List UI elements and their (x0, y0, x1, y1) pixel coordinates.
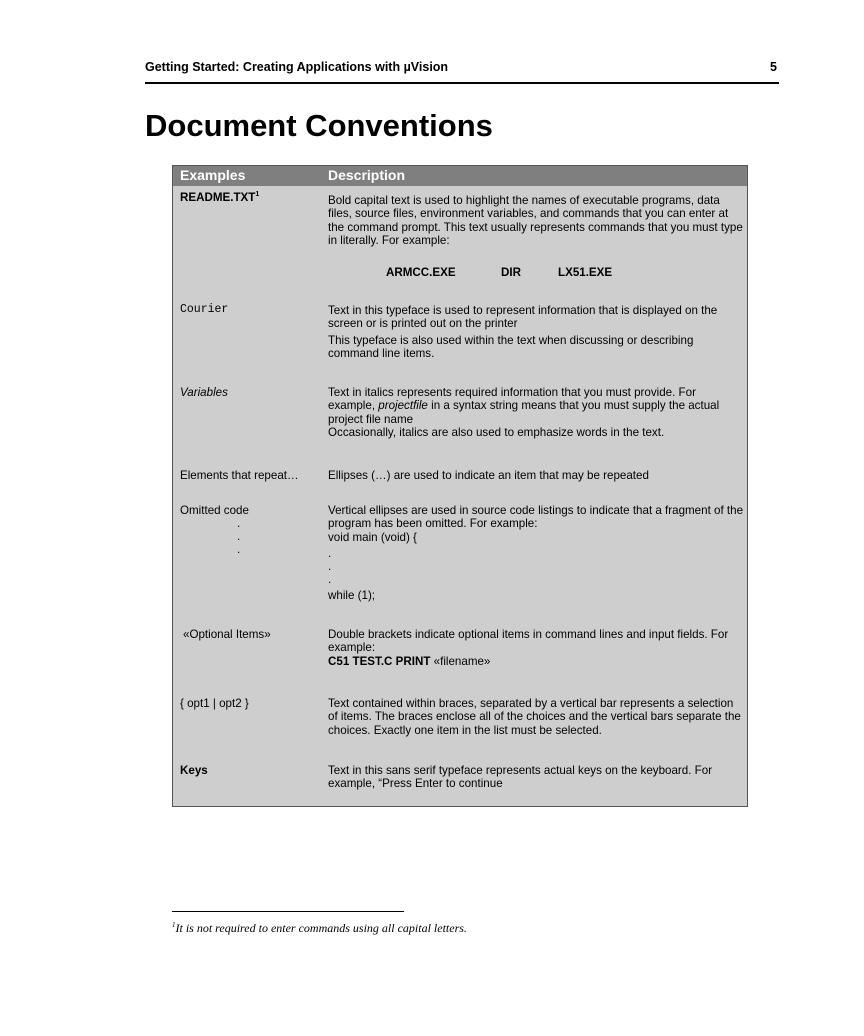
footnote-text: It is not required to enter commands using all capital letters. (175, 921, 467, 935)
code-line-while: while (1); (328, 588, 376, 602)
description-courier (328, 304, 746, 360)
variables-text-pre: Text in italics represents required information that you must provide. For example, (328, 386, 696, 413)
code-line-main: void main (void) { (328, 530, 417, 544)
example-dot-1: . (237, 517, 241, 530)
command-example-lx51: LX51.EXE (558, 266, 613, 279)
page-header (145, 58, 779, 84)
column-header-examples: Examples (180, 167, 246, 183)
command-example-armcc: ARMCC.EXE (386, 266, 456, 279)
example-optional: «Optional Items» (183, 628, 271, 641)
running-title: Getting Started: Creating Applications with µVision (145, 60, 449, 74)
description-courier-line1: Text in this typeface is used to represent information that is displayed on the screen or is printed out on the printer (328, 304, 718, 331)
example-readme-text: README.TXT (180, 191, 256, 204)
description-variables-line2: Occasionally, italics are also used to emphasize words in the text. (328, 425, 665, 439)
example-keys: Keys (180, 764, 208, 777)
example-readme (180, 191, 259, 204)
footnote-marker: 1 (255, 191, 260, 199)
example-omitted: Omitted code (180, 504, 249, 517)
footnote-separator (172, 911, 404, 912)
column-header-description: Description (328, 167, 406, 183)
footnote (172, 921, 467, 936)
footnote-number: 1 (172, 921, 176, 929)
code-dot-3: . (328, 573, 332, 587)
conventions-table (172, 165, 748, 807)
code-dot-2: . (328, 560, 332, 574)
description-courier-line2: This typeface is also used within the text when discussing or describing command line items. (328, 333, 694, 360)
optional-code-bold: C51 TEST.C PRINT (328, 654, 431, 668)
variables-text-post: in a syntax string means that you must supply the actual project file name (328, 399, 720, 426)
variables-text-italic: projectfile (378, 399, 428, 413)
description-omitted (328, 504, 746, 602)
page-number: 5 (770, 60, 777, 74)
optional-code-example (328, 655, 746, 668)
example-dot-3: . (237, 543, 241, 556)
description-optional (328, 628, 746, 668)
description-keys: Text in this sans serif typeface represents actual keys on the keyboard. For example, “Press Enter to continue (328, 764, 713, 791)
example-courier: Courier (180, 303, 229, 316)
description-variables-line1 (328, 386, 746, 426)
table-header-row (173, 166, 747, 186)
code-dot-1: . (328, 546, 332, 560)
example-braces: { opt1 | opt2 } (180, 697, 249, 710)
description-variables (328, 386, 746, 439)
page-title: Document Conventions (145, 108, 493, 143)
command-example-dir: DIR (501, 266, 521, 279)
optional-code-rest: «filename» (430, 654, 491, 668)
description-optional-text: Double brackets indicate optional items in command lines and input fields. For example: (328, 628, 729, 655)
description-omitted-text: Vertical ellipses are used in source code listings to indicate that a fragment of the program has been omitted. For example: (328, 504, 744, 531)
example-repeat: Elements that repeat… (180, 469, 299, 482)
example-dot-2: . (237, 530, 241, 543)
description-braces: Text contained within braces, separated by a vertical bar represents a selection of items. The braces enclose all of the choices and the vertical bars separate the choices. Exactly one item in the list must be selected. (328, 697, 741, 737)
description-readme: Bold capital text is used to highlight the names of executable programs, data files, source files, environment variables, and commands that you can enter at the command prompt. This text usually represents commands that you must type in literally. For example: (328, 194, 743, 247)
description-repeat: Ellipses (…) are used to indicate an item that may be repeated (328, 469, 649, 482)
example-variables: Variables (180, 386, 228, 399)
